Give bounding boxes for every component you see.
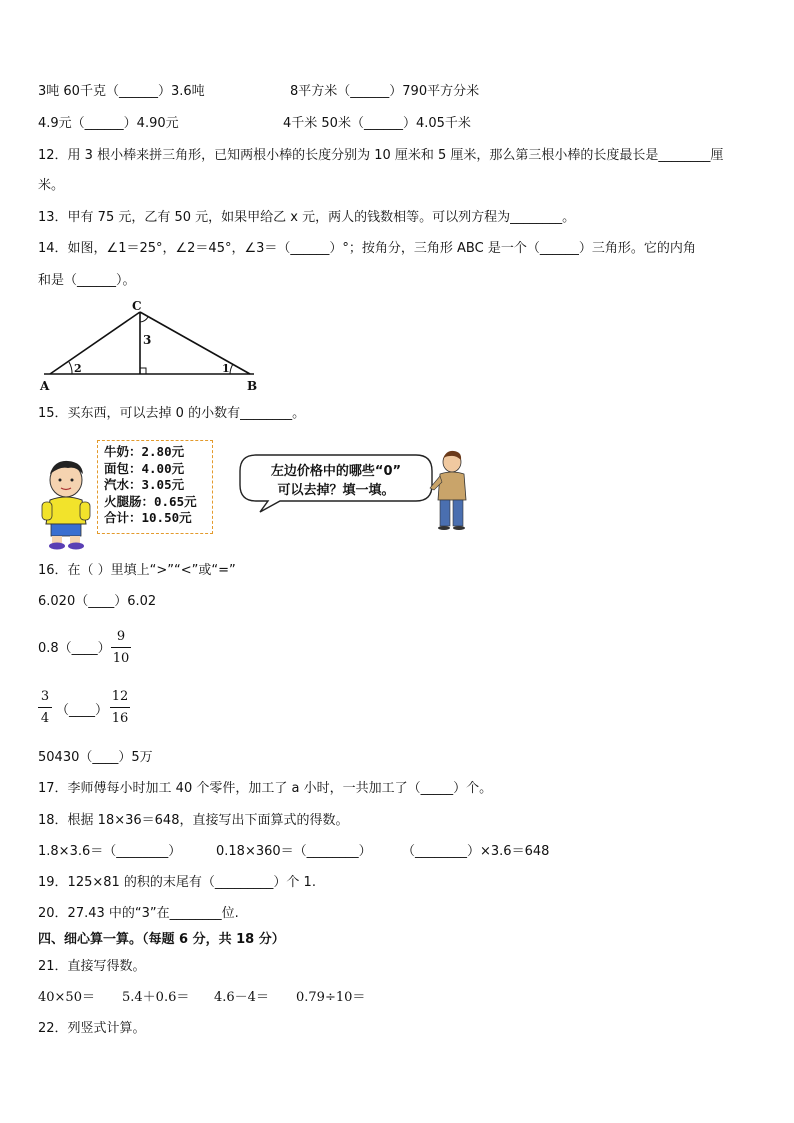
question-14-line-1: 14．如图，∠1＝25°，∠2＝45°，∠3＝（______）°；按角分，三角形 ABC 是一个（______）三角形。它的内角 — [38, 241, 696, 256]
label-c: C — [132, 300, 142, 313]
fraction-denominator: 10 — [112, 651, 130, 666]
question-16-item-a: 6.020（____）6.02 — [38, 594, 157, 609]
fraction-denominator: 16 — [111, 711, 129, 726]
question-16-item-c-blank: （____） — [56, 703, 109, 718]
side-cb — [140, 312, 250, 374]
speech-bubble-line-1: 左边价格中的哪些“0” — [270, 464, 402, 479]
label-b: B — [247, 379, 258, 392]
price-soda: 汽水：3.05元 — [104, 477, 185, 492]
question-19: 19．125×81 的积的末尾有（_________）个 1. — [38, 875, 316, 890]
question-21-title: 21．直接写得数。 — [38, 959, 146, 974]
boy-illustration — [38, 458, 96, 550]
fraction-numerator: 12 — [111, 689, 129, 704]
angle-1-arc — [230, 364, 233, 374]
angle-2-arc — [69, 362, 72, 374]
question-17: 17．李师傅每小时加工 40 个零件，加工了 a 小时，一共加工了（_____）个。 — [38, 781, 493, 796]
question-21-expr-2: 5.4＋0.6＝ — [122, 990, 190, 1005]
question-15: 15．买东西，可以去掉 0 的小数有________。 — [38, 406, 306, 421]
question-12-line-2: 米。 — [38, 178, 65, 193]
label-1: 1 — [222, 362, 230, 375]
fraction-numerator: 9 — [116, 629, 126, 644]
angle-3-arc — [140, 317, 148, 322]
fraction-denominator: 4 — [40, 711, 50, 726]
question-18-expr-3: （________）×3.6＝648 — [402, 844, 550, 859]
question-14-line-2: 和是（______）。 — [38, 273, 136, 288]
compare-row-2-left: 4.9元（______）4.90元 — [38, 116, 179, 131]
triangle-figure — [36, 300, 266, 392]
question-21-expr-1: 40×50＝ — [38, 990, 95, 1005]
label-a: A — [40, 379, 50, 392]
question-21-expr-4: 0.79÷10＝ — [296, 990, 366, 1005]
label-2: 2 — [74, 362, 82, 375]
man-illustration — [428, 450, 472, 530]
question-13: 13．甲有 75 元，乙有 50 元，如果甲给乙 x 元，两人的钱数相等。可以列方程为________。 — [38, 210, 576, 225]
question-20: 20．27.43 中的“3”在________位. — [38, 906, 239, 921]
question-16-title: 16．在（ ）里填上“>”“<”或“=” — [38, 563, 236, 578]
speech-bubble-text — [246, 462, 426, 500]
question-12-line-1: 12．用 3 根小棒来拼三角形，已知两根小棒的长度分别为 10 厘米和 5 厘米，那么第三根小棒的长度最长是________厘 — [38, 148, 724, 163]
speech-bubble-line-2: 可以去掉？填一填。 — [277, 483, 395, 498]
question-18-expr-2: 0.18×360＝（________） — [216, 844, 372, 859]
label-3: 3 — [143, 333, 152, 347]
price-bread: 面包：4.00元 — [104, 460, 185, 476]
fraction-numerator: 3 — [40, 689, 50, 704]
fraction-9-10 — [111, 628, 131, 667]
question-22: 22．列竖式计算。 — [38, 1021, 146, 1036]
side-ac — [50, 312, 140, 374]
price-total: 合计：10.50元 — [104, 510, 192, 525]
price-list-box — [97, 440, 213, 534]
fraction-12-16 — [110, 688, 130, 727]
fraction-3-4 — [38, 688, 52, 727]
question-16-item-b-left: 0.8（____） — [38, 641, 111, 656]
compare-row-1-right: 8平方米（______）790平方分米 — [290, 84, 480, 99]
compare-row-1-left: 3吨 60千克（______）3.6吨 — [38, 84, 205, 99]
right-angle-mark — [140, 368, 146, 374]
question-21-expr-3: 4.6－4＝ — [214, 990, 269, 1005]
question-18: 18．根据 18×36＝648，直接写出下面算式的得数。 — [38, 813, 349, 828]
price-milk: 牛奶：2.80元 — [104, 444, 185, 459]
question-18-expr-1: 1.8×3.6＝（________） — [38, 844, 182, 859]
compare-row-2-right: 4千米 50米（______）4.05千米 — [283, 116, 471, 131]
section-4-heading: 四、细心算一算。（每题 6 分，共 18 分） — [38, 932, 285, 947]
price-sausage: 火腿肠：0.65元 — [104, 493, 197, 509]
question-16-item-d: 50430（____）5万 — [38, 750, 153, 765]
